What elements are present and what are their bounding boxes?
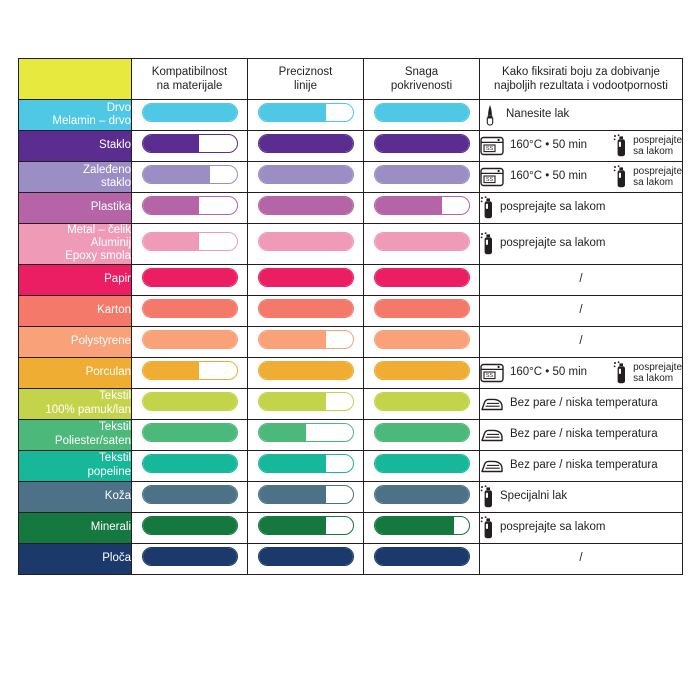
coverage-bar (374, 392, 470, 411)
cell-coverage (364, 224, 480, 265)
cell-compatibility (132, 193, 248, 224)
cell-coverage (364, 100, 480, 131)
material-label-line: Karton (97, 304, 131, 317)
coverage-bar (374, 516, 470, 535)
cell-coverage (364, 193, 480, 224)
spray-can-icon (480, 516, 494, 540)
cell-fixing-instruction (480, 481, 683, 512)
precision-bar (258, 268, 354, 287)
header-compatibility-line1: Kompatibilnost (151, 65, 228, 78)
table-row (19, 131, 683, 162)
cell-precision (248, 357, 364, 388)
material-label-cell (19, 224, 132, 265)
coverage-bar-fill (375, 362, 469, 379)
material-label-line: Melamin – drvo (52, 115, 131, 127)
table-row (19, 357, 683, 388)
cell-coverage (364, 131, 480, 162)
header-coverage (364, 59, 480, 100)
coverage-bar (374, 299, 470, 318)
material-label-cell (19, 100, 132, 131)
material-label-cell (19, 162, 132, 193)
precision-bar-fill (259, 362, 353, 379)
material-label-cell (19, 450, 132, 481)
table-row (19, 450, 683, 481)
fixing-instruction (480, 165, 682, 189)
cell-compatibility (132, 264, 248, 295)
cell-fixing-instruction (480, 450, 683, 481)
material-label-line: 100% pamuk/lan (45, 403, 131, 416)
svg-text:SS: SS (485, 146, 494, 153)
coverage-bar-fill (375, 517, 455, 534)
header-precision-line1: Preciznost (278, 65, 333, 78)
iron-icon (480, 394, 504, 414)
header-coverage-line1: Snaga (404, 65, 439, 78)
precision-bar (258, 485, 354, 504)
coverage-bar (374, 454, 470, 473)
cell-compatibility (132, 162, 248, 193)
compatibility-bar-fill (143, 517, 237, 534)
table-row (19, 224, 683, 265)
spray-can-icon (613, 361, 627, 385)
precision-bar (258, 454, 354, 473)
precision-bar-fill (259, 233, 353, 250)
coverage-bar-fill (375, 331, 469, 348)
cell-compatibility (132, 357, 248, 388)
material-label-line: Poliester/saten (54, 434, 131, 447)
table-row (19, 419, 683, 450)
precision-bar-fill (259, 517, 327, 534)
header-coverage-line2: pokrivenosti (390, 80, 453, 92)
fixing-instruction (480, 232, 682, 256)
precision-bar-fill (259, 455, 327, 472)
fixing-instruction-text: / (579, 334, 583, 347)
cell-fixing-instruction (480, 295, 683, 326)
material-label-line: Polystyrene (70, 335, 131, 348)
table-row (19, 388, 683, 419)
svg-text:SS: SS (485, 177, 494, 184)
material-label-cell (19, 357, 132, 388)
compatibility-bar (142, 196, 238, 215)
cell-compatibility (132, 388, 248, 419)
coverage-bar-fill (375, 135, 469, 152)
compatibility-bar (142, 134, 238, 153)
svg-text:SS: SS (485, 372, 494, 379)
fixing-instruction-text: / (579, 272, 583, 285)
precision-bar (258, 103, 354, 122)
coverage-bar-fill (375, 424, 469, 441)
header-precision-line2: linije (293, 80, 317, 92)
cell-precision (248, 326, 364, 357)
cell-coverage (364, 419, 480, 450)
fixing-instruction (480, 134, 682, 158)
cell-precision (248, 224, 364, 265)
table-row (19, 481, 683, 512)
precision-bar (258, 134, 354, 153)
fixing-temperature-text: 160°C • 50 min (510, 139, 588, 152)
fixing-lacquer-note (633, 362, 682, 384)
compatibility-bar (142, 547, 238, 566)
cell-coverage (364, 264, 480, 295)
precision-bar-fill (259, 300, 353, 317)
cell-fixing-instruction (480, 326, 683, 357)
header-compatibility (132, 59, 248, 100)
compatibility-bar-fill (143, 331, 237, 348)
material-label-cell (19, 264, 132, 295)
cell-fixing-instruction (480, 419, 683, 450)
precision-bar (258, 165, 354, 184)
precision-bar-fill (259, 548, 353, 565)
compatibility-bar-fill (143, 424, 237, 441)
compatibility-bar (142, 423, 238, 442)
cell-fixing-instruction (480, 388, 683, 419)
material-label-cell (19, 193, 132, 224)
spray-can-icon (613, 165, 627, 189)
cell-precision (248, 264, 364, 295)
fixing-instruction (480, 425, 682, 445)
cell-compatibility (132, 450, 248, 481)
cell-compatibility (132, 543, 248, 574)
spray-can-icon (480, 196, 494, 220)
material-label-line: Minerali (90, 521, 131, 534)
fixing-lacquer-line2: sa lakom (633, 177, 674, 188)
coverage-bar-fill (375, 269, 469, 286)
fixing-lacquer-line1: posprejajte (633, 166, 682, 177)
precision-bar (258, 392, 354, 411)
material-label-line: Koža (104, 490, 131, 503)
compatibility-bar-fill (143, 455, 237, 472)
compatibility-bar (142, 454, 238, 473)
cell-coverage (364, 295, 480, 326)
coverage-bar (374, 268, 470, 287)
cell-fixing-instruction (480, 543, 683, 574)
cell-precision (248, 162, 364, 193)
fixing-instruction-text: / (579, 551, 583, 564)
material-label-line: Plastika (90, 201, 131, 214)
compatibility-bar (142, 392, 238, 411)
material-label-cell (19, 295, 132, 326)
oven-icon (480, 363, 504, 383)
material-label-cell (19, 512, 132, 543)
coverage-bar (374, 361, 470, 380)
material-label-line: Papir (104, 273, 131, 286)
material-label-line: Tekstil (99, 390, 131, 403)
fixing-instruction-text: Bez pare / niska temperatura (510, 427, 658, 440)
coverage-bar (374, 103, 470, 122)
coverage-bar (374, 423, 470, 442)
compatibility-bar-fill (143, 393, 237, 410)
coverage-bar (374, 232, 470, 251)
compatibility-bar-fill (143, 197, 199, 214)
material-label-cell (19, 388, 132, 419)
compatibility-bar (142, 485, 238, 504)
cell-compatibility (132, 295, 248, 326)
material-compatibility-table (18, 58, 683, 575)
fixing-instruction (480, 361, 682, 385)
material-label-cell (19, 419, 132, 450)
compatibility-bar-fill (143, 166, 211, 183)
fixing-instruction-text: Bez pare / niska temperatura (510, 458, 658, 471)
cell-fixing-instruction (480, 131, 683, 162)
fixing-instruction-text: posprejajte sa lakom (500, 236, 606, 249)
cell-coverage (364, 481, 480, 512)
compatibility-bar (142, 299, 238, 318)
cell-precision (248, 131, 364, 162)
cell-fixing-instruction (480, 224, 683, 265)
fixing-instruction-text: / (579, 303, 583, 316)
fixing-temperature-text: 160°C • 50 min (510, 365, 588, 378)
compatibility-bar-fill (143, 486, 237, 503)
precision-bar (258, 330, 354, 349)
cell-precision (248, 419, 364, 450)
coverage-bar (374, 485, 470, 504)
precision-bar-fill (259, 104, 327, 121)
material-label-line: Tekstil (99, 452, 131, 465)
cell-coverage (364, 162, 480, 193)
iron-icon (480, 425, 504, 445)
material-label-line: Drvo (106, 101, 131, 114)
cell-precision (248, 100, 364, 131)
spray-can-icon (613, 134, 627, 158)
table-row (19, 326, 683, 357)
fixing-instruction-text: posprejajte sa lakom (500, 520, 606, 533)
coverage-bar-fill (375, 104, 469, 121)
table-header (19, 59, 683, 100)
coverage-bar-fill (375, 393, 469, 410)
coverage-bar (374, 196, 470, 215)
fixing-instruction (480, 516, 682, 540)
compatibility-bar (142, 361, 238, 380)
cell-coverage (364, 357, 480, 388)
table-row (19, 193, 683, 224)
iron-icon (480, 456, 504, 476)
precision-bar-fill (259, 424, 306, 441)
coverage-bar (374, 330, 470, 349)
material-label-cell (19, 131, 132, 162)
compatibility-bar (142, 268, 238, 287)
precision-bar-fill (259, 197, 353, 214)
cell-precision (248, 193, 364, 224)
cell-compatibility (132, 224, 248, 265)
paintbrush-icon (480, 104, 500, 126)
cell-precision (248, 512, 364, 543)
table-row (19, 295, 683, 326)
cell-precision (248, 450, 364, 481)
compatibility-bar (142, 516, 238, 535)
fixing-lacquer-line2: sa lakom (633, 372, 674, 384)
header-corner-cell (19, 59, 132, 100)
coverage-bar-fill (375, 166, 469, 183)
precision-bar (258, 423, 354, 442)
cell-fixing-instruction (480, 162, 683, 193)
cell-compatibility (132, 100, 248, 131)
fixing-lacquer-line2: sa lakom (633, 146, 674, 157)
coverage-bar (374, 547, 470, 566)
fixing-temperature-text: 160°C • 50 min (510, 170, 588, 183)
fixing-instruction (480, 456, 682, 476)
material-label-line: popeline (87, 465, 131, 478)
cell-compatibility (132, 326, 248, 357)
compatibility-bar-fill (143, 269, 237, 286)
fixing-instruction (480, 104, 682, 126)
cell-fixing-instruction (480, 512, 683, 543)
fixing-lacquer-line1: posprejajte (633, 135, 682, 146)
compatibility-bar (142, 330, 238, 349)
cell-fixing-instruction (480, 264, 683, 295)
precision-bar-fill (259, 393, 327, 410)
header-fixing-line2: najboljih rezultata i vodootpornosti (494, 80, 668, 92)
spray-can-icon (480, 485, 494, 509)
oven-icon (480, 136, 504, 156)
precision-bar-fill (259, 269, 353, 286)
table-row (19, 543, 683, 574)
cell-precision (248, 295, 364, 326)
precision-bar (258, 232, 354, 251)
material-label-cell (19, 543, 132, 574)
compatibility-bar-fill (143, 135, 199, 152)
oven-icon (480, 167, 504, 187)
cell-compatibility (132, 419, 248, 450)
compatibility-bar-fill (143, 362, 199, 379)
spray-can-icon (480, 232, 494, 256)
fixing-instruction-text: Nanesite lak (506, 108, 570, 121)
compatibility-bar-fill (143, 548, 237, 565)
precision-bar (258, 516, 354, 535)
header-compatibility-line2: na materijale (156, 80, 223, 92)
precision-bar (258, 196, 354, 215)
header-precision (248, 59, 364, 100)
cell-fixing-instruction (480, 357, 683, 388)
coverage-bar-fill (375, 455, 469, 472)
material-label-line: Staklo (99, 139, 131, 152)
compatibility-bar (142, 232, 238, 251)
coverage-bar-fill (375, 486, 469, 503)
precision-bar-fill (259, 331, 327, 348)
coverage-bar (374, 134, 470, 153)
fixing-instruction-text: Specijalni lak (500, 489, 568, 502)
table-row (19, 512, 683, 543)
precision-bar-fill (259, 135, 353, 152)
coverage-bar-fill (375, 197, 443, 214)
cell-coverage (364, 543, 480, 574)
material-label-line: Epoxy smola (65, 250, 131, 263)
precision-bar-fill (259, 486, 327, 503)
cell-coverage (364, 512, 480, 543)
fixing-lacquer-note (633, 135, 682, 157)
material-label-line: Zaleđeno (83, 163, 131, 176)
header-fixing-line1: Kako fiksirati boju za dobivanje (502, 65, 660, 78)
cell-precision (248, 481, 364, 512)
coverage-bar-fill (375, 233, 469, 250)
cell-precision (248, 543, 364, 574)
cell-fixing-instruction (480, 193, 683, 224)
cell-coverage (364, 326, 480, 357)
material-label-cell (19, 481, 132, 512)
precision-bar (258, 299, 354, 318)
cell-compatibility (132, 481, 248, 512)
table-row (19, 264, 683, 295)
material-label-line: Aluminij (90, 237, 131, 250)
precision-bar-fill (259, 166, 353, 183)
fixing-instruction (480, 196, 682, 220)
fixing-instruction (480, 485, 682, 509)
header-fixing-instructions (480, 59, 683, 100)
fixing-lacquer-note (633, 166, 682, 188)
material-label-line: Tekstil (99, 421, 131, 434)
material-label-line: Ploča (102, 552, 131, 565)
precision-bar (258, 547, 354, 566)
compatibility-bar-fill (143, 300, 237, 317)
compatibility-bar (142, 103, 238, 122)
cell-precision (248, 388, 364, 419)
coverage-bar-fill (375, 548, 469, 565)
fixing-instruction-text: posprejajte sa lakom (500, 201, 606, 214)
material-label-line: Porculan (85, 366, 131, 379)
material-label-cell (19, 326, 132, 357)
table-body (19, 100, 683, 575)
compatibility-bar-fill (143, 233, 199, 250)
cell-compatibility (132, 131, 248, 162)
compatibility-bar-fill (143, 104, 237, 121)
material-label-line: Metal – čelik (67, 224, 131, 236)
cell-coverage (364, 388, 480, 419)
fixing-lacquer-line1: posprejajte (633, 361, 682, 373)
coverage-bar-fill (375, 300, 469, 317)
fixing-instruction (480, 394, 682, 414)
cell-fixing-instruction (480, 100, 683, 131)
material-label-line: staklo (100, 177, 131, 189)
precision-bar (258, 361, 354, 380)
cell-compatibility (132, 512, 248, 543)
compatibility-bar (142, 165, 238, 184)
fixing-instruction-text: Bez pare / niska temperatura (510, 396, 658, 409)
table-row (19, 100, 683, 131)
cell-coverage (364, 450, 480, 481)
coverage-bar (374, 165, 470, 184)
table-row (19, 162, 683, 193)
